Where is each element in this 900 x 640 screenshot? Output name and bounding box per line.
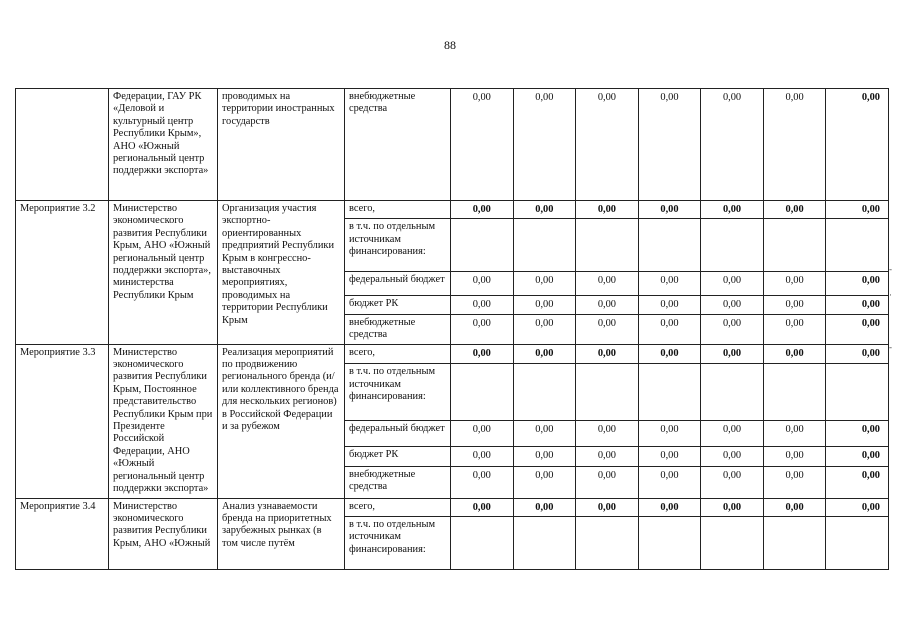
amount-cell: [513, 364, 576, 421]
amount-cell: [513, 516, 576, 569]
funding-source-cell: всего,: [345, 344, 451, 364]
table-row: [16, 344, 889, 364]
funding-source-cell: внебюджетные средства: [345, 466, 451, 498]
amount-cell: [638, 516, 701, 569]
amount-cell: 0,00: [576, 446, 639, 466]
amount-cell: [701, 219, 764, 272]
description-cell: Анализ узнаваемости бренда на приоритетных зарубежных рынках (в том числе путём: [218, 498, 345, 569]
amount-cell: 0,00: [513, 446, 576, 466]
amount-cell: 0,00: [576, 498, 639, 516]
page-number: 88: [444, 38, 456, 52]
amount-cell: 0,00: [701, 314, 764, 344]
amount-cell: 0,00: [701, 344, 764, 364]
description-cell: Реализация мероприятий по продвижению регионального бренда (и/или коллективного бренда для нескольких регионов) в Российской Федерации и за рубежом: [218, 344, 345, 498]
funding-source-cell: федеральный бюджет: [345, 272, 451, 296]
amount-cell: 0,00: [701, 89, 764, 201]
amount-cell: 0,00: [513, 498, 576, 516]
amount-cell: 0,00: [451, 344, 514, 364]
amount-cell: 0,00: [451, 314, 514, 344]
amount-cell: 0,00: [826, 272, 889, 296]
margin-mark: -: [889, 342, 892, 352]
event-name-cell: [16, 89, 109, 201]
amount-cell: 0,00: [701, 296, 764, 314]
amount-cell: 0,00: [638, 201, 701, 219]
amount-cell: 0,00: [513, 344, 576, 364]
amount-cell: 0,00: [826, 314, 889, 344]
amount-cell: [513, 219, 576, 272]
amount-cell: 0,00: [576, 89, 639, 201]
amount-cell: [826, 219, 889, 272]
funding-source-cell: внебюджетные средства: [345, 314, 451, 344]
amount-cell: 0,00: [638, 466, 701, 498]
amount-cell: [451, 516, 514, 569]
amount-cell: 0,00: [513, 314, 576, 344]
executor-cell: Министерство экономического развития Республики Крым, АНО «Южный региональный центр поддержки экспорта», министерства Республики Крым: [109, 201, 218, 345]
amount-cell: 0,00: [638, 498, 701, 516]
amount-cell: 0,00: [451, 89, 514, 201]
amount-cell: 0,00: [638, 89, 701, 201]
amount-cell: 0,00: [763, 89, 826, 201]
amount-cell: 0,00: [826, 498, 889, 516]
amount-cell: 0,00: [513, 272, 576, 296]
amount-cell: [638, 364, 701, 421]
amount-cell: 0,00: [763, 272, 826, 296]
amount-cell: [576, 516, 639, 569]
amount-cell: 0,00: [763, 314, 826, 344]
amount-cell: 0,00: [451, 421, 514, 447]
amount-cell: 0,00: [826, 466, 889, 498]
amount-cell: 0,00: [701, 272, 764, 296]
amount-cell: 0,00: [451, 466, 514, 498]
funding-source-cell: бюджет РК: [345, 296, 451, 314]
amount-cell: 0,00: [513, 421, 576, 447]
table-row: [16, 498, 889, 516]
amount-cell: [576, 219, 639, 272]
amount-cell: 0,00: [763, 466, 826, 498]
event-name-cell: Мероприятие 3.4: [16, 498, 109, 569]
amount-cell: 0,00: [701, 498, 764, 516]
amount-cell: 0,00: [826, 89, 889, 201]
executor-cell: Федерации, ГАУ РК «Деловой и культурный центр Республики Крым», АНО «Южный региональный центр поддержки экспорта»: [109, 89, 218, 201]
funding-source-cell: в т.ч. по отдельным источникам финансирования:: [345, 219, 451, 272]
amount-cell: 0,00: [763, 421, 826, 447]
budget-table: [15, 88, 889, 570]
amount-cell: 0,00: [763, 201, 826, 219]
funding-source-cell: внебюджетные средства: [345, 89, 451, 201]
amount-cell: 0,00: [826, 296, 889, 314]
amount-cell: [763, 516, 826, 569]
funding-source-cell: бюджет РК: [345, 446, 451, 466]
amount-cell: 0,00: [701, 466, 764, 498]
amount-cell: 0,00: [576, 421, 639, 447]
amount-cell: 0,00: [763, 344, 826, 364]
executor-cell: Министерство экономического развития Республики Крым, АНО «Южный: [109, 498, 218, 569]
funding-source-cell: в т.ч. по отдельным источникам финансирования:: [345, 516, 451, 569]
amount-cell: [701, 516, 764, 569]
amount-cell: [451, 219, 514, 272]
funding-source-cell: в т.ч. по отдельным источникам финансирования:: [345, 364, 451, 421]
amount-cell: 0,00: [576, 466, 639, 498]
funding-source-cell: всего,: [345, 201, 451, 219]
funding-source-cell: всего,: [345, 498, 451, 516]
amount-cell: 0,00: [451, 498, 514, 516]
amount-cell: 0,00: [451, 272, 514, 296]
description-cell: Организация участия экспортно-ориентированных предприятий Республики Крым в конгрессно-выставочных мероприятиях, проводимых на территории Республики Крым: [218, 201, 345, 345]
amount-cell: 0,00: [576, 296, 639, 314]
amount-cell: [763, 364, 826, 421]
table-row: [16, 89, 889, 201]
amount-cell: [763, 219, 826, 272]
amount-cell: 0,00: [638, 446, 701, 466]
table-row: [16, 201, 889, 219]
margin-mark: -: [889, 264, 892, 274]
amount-cell: 0,00: [701, 201, 764, 219]
amount-cell: 0,00: [701, 421, 764, 447]
amount-cell: 0,00: [638, 272, 701, 296]
amount-cell: 0,00: [763, 498, 826, 516]
amount-cell: [826, 364, 889, 421]
amount-cell: 0,00: [513, 201, 576, 219]
amount-cell: 0,00: [826, 201, 889, 219]
executor-cell: Министерство экономического развития Республики Крым, Постоянное представительство Республики Крым при Президенте Российской Федерации, АНО «Южный региональный центр поддержки экспорта»: [109, 344, 218, 498]
amount-cell: 0,00: [576, 344, 639, 364]
amount-cell: 0,00: [701, 446, 764, 466]
amount-cell: 0,00: [513, 466, 576, 498]
amount-cell: 0,00: [451, 446, 514, 466]
funding-source-cell: федеральный бюджет: [345, 421, 451, 447]
amount-cell: 0,00: [513, 89, 576, 201]
amount-cell: 0,00: [576, 272, 639, 296]
amount-cell: 0,00: [763, 296, 826, 314]
amount-cell: [638, 219, 701, 272]
amount-cell: [451, 364, 514, 421]
amount-cell: [701, 364, 764, 421]
amount-cell: 0,00: [451, 296, 514, 314]
amount-cell: [576, 364, 639, 421]
amount-cell: 0,00: [826, 446, 889, 466]
event-name-cell: Мероприятие 3.3: [16, 344, 109, 498]
amount-cell: 0,00: [826, 421, 889, 447]
event-name-cell: Мероприятие 3.2: [16, 201, 109, 345]
amount-cell: 0,00: [638, 314, 701, 344]
amount-cell: 0,00: [638, 421, 701, 447]
amount-cell: 0,00: [513, 296, 576, 314]
amount-cell: 0,00: [576, 201, 639, 219]
amount-cell: 0,00: [638, 344, 701, 364]
amount-cell: 0,00: [638, 296, 701, 314]
amount-cell: 0,00: [763, 446, 826, 466]
amount-cell: 0,00: [451, 201, 514, 219]
amount-cell: [826, 516, 889, 569]
description-cell: проводимых на территории иностранных государств: [218, 89, 345, 201]
amount-cell: 0,00: [576, 314, 639, 344]
margin-mark: ·: [889, 290, 892, 300]
amount-cell: 0,00: [826, 344, 889, 364]
